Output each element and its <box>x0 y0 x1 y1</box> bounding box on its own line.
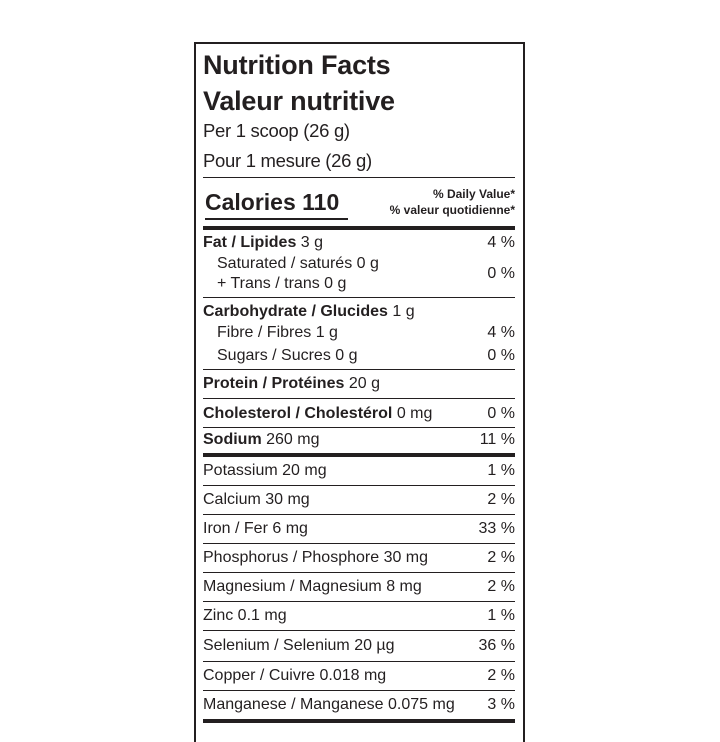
calories-underline <box>205 218 348 220</box>
mineral-label: Magnesium / Magnesium 8 mg <box>203 578 422 595</box>
sodium-dv: 11 % <box>479 431 515 448</box>
mineral-dv: 2 % <box>487 491 515 508</box>
sodium-amount: 260 mg <box>266 431 320 448</box>
sugars-dv: 0 % <box>487 347 515 364</box>
nutrition-facts-panel <box>194 42 525 742</box>
mineral-label: Phosphorus / Phosphore 30 mg <box>203 549 429 566</box>
cholesterol-row <box>203 400 515 427</box>
divider <box>203 369 515 370</box>
fibre-row <box>203 322 515 344</box>
mineral-dv: 2 % <box>487 549 515 566</box>
mineral-row-iron <box>203 515 515 543</box>
protein-row <box>203 371 515 397</box>
serving-size-fr: Pour 1 mesure (26 g) <box>203 150 372 171</box>
daily-value-header <box>390 186 515 218</box>
mineral-label: Iron / Fer 6 mg <box>203 520 308 537</box>
mineral-dv: 2 % <box>487 667 515 684</box>
sugars-row <box>203 345 515 367</box>
calories-label: Calories <box>205 189 296 215</box>
cholesterol-dv: 0 % <box>487 404 515 422</box>
title-fr: Valeur nutritive <box>203 86 395 116</box>
saturated-label: Saturated / saturés 0 g <box>217 255 379 272</box>
mineral-label: Zinc 0.1 mg <box>203 607 287 624</box>
mineral-dv: 33 % <box>478 520 515 537</box>
protein-label: Protein / Protéines <box>203 375 345 392</box>
calories-line <box>205 189 339 216</box>
serving-size-en: Per 1 scoop (26 g) <box>203 120 350 141</box>
mineral-row-zinc <box>203 602 515 630</box>
header-divider <box>203 177 515 178</box>
thick-divider-calories <box>203 226 515 230</box>
fat-label: Fat / Lipides <box>203 234 297 251</box>
carb-amount: 1 g <box>392 303 415 320</box>
mineral-dv: 1 % <box>487 462 515 479</box>
daily-value-en: % Daily Value* <box>432 187 515 201</box>
mineral-label: Potassium 20 mg <box>203 462 327 479</box>
mineral-label: Calcium 30 mg <box>203 491 310 508</box>
cholesterol-amount: 0 mg <box>396 404 433 422</box>
mineral-label: Copper / Cuivre 0.018 mg <box>203 667 387 684</box>
carb-label: Carbohydrate / Glucides <box>203 303 388 320</box>
carbohydrate-row <box>203 301 515 323</box>
mineral-row-selenium <box>203 631 515 661</box>
mineral-row-phosphorus <box>203 544 515 572</box>
mineral-row-manganese <box>203 691 515 719</box>
fat-amount: 3 g <box>300 234 324 251</box>
mineral-label: Manganese / Manganese 0.075 mg <box>203 696 455 713</box>
sodium-label: Sodium <box>203 431 262 448</box>
mineral-dv: 36 % <box>478 637 515 654</box>
mineral-row-potassium <box>203 457 515 485</box>
divider <box>203 297 515 298</box>
sugars-label: Sugars / Sucres 0 g <box>217 347 358 364</box>
divider <box>203 398 515 399</box>
trans-label: + Trans / trans 0 g <box>217 275 347 292</box>
mineral-dv: 3 % <box>487 696 515 713</box>
mineral-dv: 2 % <box>487 578 515 595</box>
sat-trans-dv: 0 % <box>487 265 515 282</box>
mineral-dv: 1 % <box>487 607 515 624</box>
fat-dv: 4 % <box>487 234 515 251</box>
sat-trans-group <box>203 254 515 296</box>
calories-value: 110 <box>302 189 340 215</box>
sodium-row <box>203 428 515 452</box>
mineral-row-magnesium <box>203 573 515 601</box>
daily-value-fr: % valeur quotidienne* <box>389 203 515 217</box>
mineral-row-copper <box>203 662 515 690</box>
protein-amount: 20 g <box>348 375 380 392</box>
cholesterol-label: Cholesterol / Cholestérol <box>203 404 393 422</box>
mineral-row-calcium <box>203 486 515 514</box>
mineral-label: Selenium / Selenium 20 µg <box>203 637 395 654</box>
fibre-label: Fibre / Fibres 1 g <box>217 324 338 341</box>
fibre-dv: 4 % <box>487 324 515 341</box>
title-en: Nutrition Facts <box>203 50 391 80</box>
fat-row <box>203 231 515 255</box>
